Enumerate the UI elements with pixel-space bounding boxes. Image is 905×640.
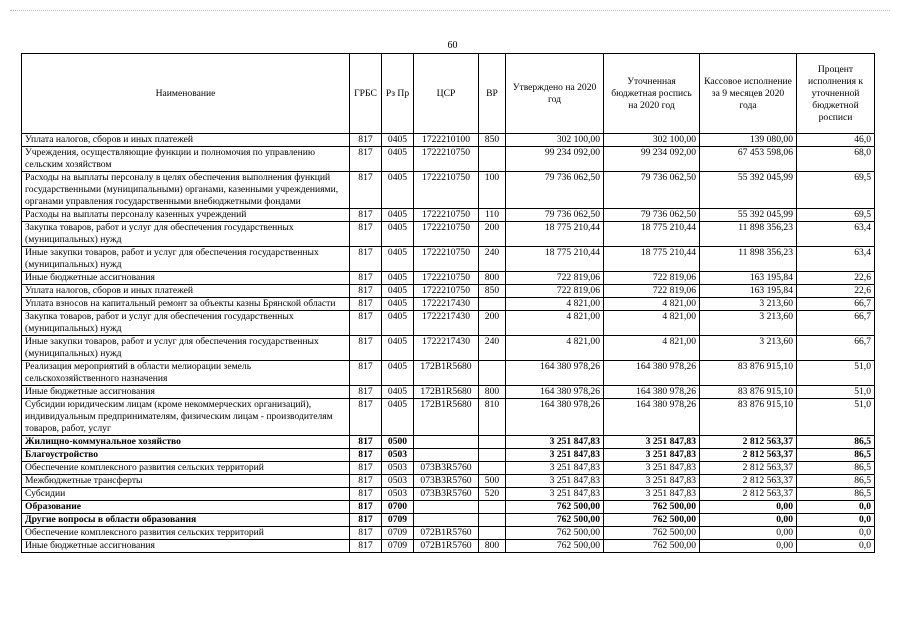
cell-refined: 18 775 210,44 bbox=[604, 222, 700, 247]
cell-refined: 4 821,00 bbox=[604, 298, 700, 311]
cell-grbs: 817 bbox=[350, 475, 382, 488]
cell-rzpr: 0503 bbox=[382, 449, 414, 462]
cell-approved: 762 500,00 bbox=[506, 514, 604, 527]
cell-refined: 79 736 062,50 bbox=[604, 172, 700, 209]
cell-rzpr: 0405 bbox=[382, 247, 414, 272]
table-row bbox=[22, 501, 875, 514]
cell-approved: 3 251 847,83 bbox=[506, 436, 604, 449]
cell-refined: 302 100,00 bbox=[604, 134, 700, 147]
cell-cash: 2 812 563,37 bbox=[700, 475, 797, 488]
cell-vr: 110 bbox=[479, 209, 506, 222]
cell-approved: 99 234 092,00 bbox=[506, 147, 604, 172]
cell-rzpr: 0405 bbox=[382, 336, 414, 361]
cell-csr: 172В1R5680 bbox=[414, 399, 479, 436]
cell-refined: 762 500,00 bbox=[604, 501, 700, 514]
cell-csr: 072В1R5760 bbox=[414, 540, 479, 553]
cell-csr: 172В1R5680 bbox=[414, 361, 479, 386]
cell-vr bbox=[479, 514, 506, 527]
cell-grbs: 817 bbox=[350, 514, 382, 527]
cell-refined: 722 819,06 bbox=[604, 285, 700, 298]
cell-name: Закупка товаров, работ и услуг для обеспечения государственных (муниципальных) нужд bbox=[22, 311, 350, 336]
cell-percent: 86,5 bbox=[797, 462, 875, 475]
cell-refined: 722 819,06 bbox=[604, 272, 700, 285]
cell-grbs: 817 bbox=[350, 172, 382, 209]
cell-approved: 302 100,00 bbox=[506, 134, 604, 147]
cell-cash: 83 876 915,10 bbox=[700, 361, 797, 386]
table-row bbox=[22, 147, 875, 172]
header-approved: Утверждено на 2020 год bbox=[506, 54, 604, 134]
cell-refined: 164 380 978,26 bbox=[604, 361, 700, 386]
page-number: 60 bbox=[447, 40, 458, 51]
table-body bbox=[22, 134, 875, 553]
cell-rzpr: 0405 bbox=[382, 386, 414, 399]
cell-vr: 800 bbox=[479, 272, 506, 285]
table-row bbox=[22, 298, 875, 311]
table-row bbox=[22, 172, 875, 209]
cell-approved: 79 736 062,50 bbox=[506, 209, 604, 222]
cell-vr bbox=[479, 147, 506, 172]
cell-grbs: 817 bbox=[350, 311, 382, 336]
cell-name: Благоустройство bbox=[22, 449, 350, 462]
cell-grbs: 817 bbox=[350, 134, 382, 147]
cell-grbs: 817 bbox=[350, 449, 382, 462]
cell-percent: 86,5 bbox=[797, 488, 875, 501]
cell-refined: 4 821,00 bbox=[604, 311, 700, 336]
header-vr: ВР bbox=[479, 54, 506, 134]
cell-rzpr: 0500 bbox=[382, 436, 414, 449]
cell-percent: 51,0 bbox=[797, 399, 875, 436]
table-row bbox=[22, 272, 875, 285]
cell-grbs: 817 bbox=[350, 386, 382, 399]
table-row bbox=[22, 134, 875, 147]
budget-table bbox=[21, 53, 875, 553]
cell-cash: 3 213,60 bbox=[700, 336, 797, 361]
cell-vr: 800 bbox=[479, 540, 506, 553]
cell-cash: 3 213,60 bbox=[700, 298, 797, 311]
cell-cash: 2 812 563,37 bbox=[700, 488, 797, 501]
cell-refined: 18 775 210,44 bbox=[604, 247, 700, 272]
cell-csr bbox=[414, 514, 479, 527]
cell-csr: 172В1R5680 bbox=[414, 386, 479, 399]
table-row bbox=[22, 285, 875, 298]
cell-csr: 1722210750 bbox=[414, 247, 479, 272]
cell-csr bbox=[414, 501, 479, 514]
cell-percent: 0,0 bbox=[797, 540, 875, 553]
cell-name: Закупка товаров, работ и услуг для обеспечения государственных (муниципальных) нужд bbox=[22, 222, 350, 247]
cell-grbs: 817 bbox=[350, 147, 382, 172]
cell-grbs: 817 bbox=[350, 361, 382, 386]
cell-rzpr: 0709 bbox=[382, 514, 414, 527]
cell-csr: 1722210750 bbox=[414, 272, 479, 285]
table-row bbox=[22, 449, 875, 462]
header-rzpr: Рз Пр bbox=[382, 54, 414, 134]
cell-percent: 66,7 bbox=[797, 298, 875, 311]
cell-grbs: 817 bbox=[350, 399, 382, 436]
table-row bbox=[22, 475, 875, 488]
cell-vr: 850 bbox=[479, 285, 506, 298]
cell-rzpr: 0503 bbox=[382, 475, 414, 488]
cell-percent: 63,4 bbox=[797, 247, 875, 272]
cell-name: Реализация мероприятий в области мелиорации земель сельскохозяйственного назначения bbox=[22, 361, 350, 386]
cell-grbs: 817 bbox=[350, 209, 382, 222]
cell-vr: 500 bbox=[479, 475, 506, 488]
cell-grbs: 817 bbox=[350, 336, 382, 361]
cell-cash: 2 812 563,37 bbox=[700, 462, 797, 475]
cell-grbs: 817 bbox=[350, 436, 382, 449]
table-row bbox=[22, 336, 875, 361]
cell-refined: 762 500,00 bbox=[604, 527, 700, 540]
cell-approved: 4 821,00 bbox=[506, 298, 604, 311]
header-row bbox=[22, 54, 875, 134]
cell-grbs: 817 bbox=[350, 272, 382, 285]
cell-approved: 3 251 847,83 bbox=[506, 449, 604, 462]
cell-vr: 200 bbox=[479, 222, 506, 247]
cell-approved: 722 819,06 bbox=[506, 272, 604, 285]
cell-percent: 46,0 bbox=[797, 134, 875, 147]
cell-cash: 67 453 598,06 bbox=[700, 147, 797, 172]
cell-grbs: 817 bbox=[350, 527, 382, 540]
cell-approved: 164 380 978,26 bbox=[506, 361, 604, 386]
cell-vr bbox=[479, 436, 506, 449]
cell-csr: 073В3R5760 bbox=[414, 462, 479, 475]
table-row bbox=[22, 209, 875, 222]
cell-vr: 520 bbox=[479, 488, 506, 501]
cell-rzpr: 0405 bbox=[382, 361, 414, 386]
cell-refined: 3 251 847,83 bbox=[604, 436, 700, 449]
cell-refined: 164 380 978,26 bbox=[604, 399, 700, 436]
cell-csr: 1722210750 bbox=[414, 222, 479, 247]
cell-name: Субсидии bbox=[22, 488, 350, 501]
cell-name: Образование bbox=[22, 501, 350, 514]
cell-percent: 51,0 bbox=[797, 361, 875, 386]
header-refined: Уточненная бюджетная роспись на 2020 год bbox=[604, 54, 700, 134]
cell-grbs: 817 bbox=[350, 285, 382, 298]
cell-vr: 810 bbox=[479, 399, 506, 436]
cell-approved: 762 500,00 bbox=[506, 527, 604, 540]
cell-percent: 22,6 bbox=[797, 272, 875, 285]
cell-refined: 99 234 092,00 bbox=[604, 147, 700, 172]
table-row bbox=[22, 436, 875, 449]
table-row bbox=[22, 527, 875, 540]
cell-vr bbox=[479, 361, 506, 386]
cell-cash: 0,00 bbox=[700, 501, 797, 514]
cell-csr: 1722210750 bbox=[414, 209, 479, 222]
cell-rzpr: 0405 bbox=[382, 272, 414, 285]
cell-refined: 4 821,00 bbox=[604, 336, 700, 361]
cell-csr: 073В3R5760 bbox=[414, 475, 479, 488]
cell-percent: 0,0 bbox=[797, 514, 875, 527]
cell-vr bbox=[479, 449, 506, 462]
cell-rzpr: 0405 bbox=[382, 311, 414, 336]
cell-rzpr: 0405 bbox=[382, 209, 414, 222]
cell-name: Иные закупки товаров, работ и услуг для обеспечения государственных (муниципальных) нужд bbox=[22, 336, 350, 361]
cell-cash: 2 812 563,37 bbox=[700, 449, 797, 462]
cell-approved: 18 775 210,44 bbox=[506, 247, 604, 272]
cell-refined: 762 500,00 bbox=[604, 514, 700, 527]
cell-refined: 3 251 847,83 bbox=[604, 449, 700, 462]
cell-csr: 1722217430 bbox=[414, 298, 479, 311]
cell-name: Жилищно-коммунальное хозяйство bbox=[22, 436, 350, 449]
cell-name: Обеспечение комплексного развития сельских территорий bbox=[22, 527, 350, 540]
cell-grbs: 817 bbox=[350, 488, 382, 501]
cell-name: Учреждения, осуществляющие функции и полномочия по управлению сельским хозяйством bbox=[22, 147, 350, 172]
table-row bbox=[22, 222, 875, 247]
cell-percent: 69,5 bbox=[797, 209, 875, 222]
cell-rzpr: 0405 bbox=[382, 147, 414, 172]
header-percent: Процент исполнения к уточненной бюджетной росписи bbox=[797, 54, 875, 134]
cell-name: Иные бюджетные ассигнования bbox=[22, 540, 350, 553]
cell-grbs: 817 bbox=[350, 222, 382, 247]
cell-refined: 79 736 062,50 bbox=[604, 209, 700, 222]
cell-rzpr: 0405 bbox=[382, 285, 414, 298]
cell-grbs: 817 bbox=[350, 298, 382, 311]
cell-cash: 0,00 bbox=[700, 540, 797, 553]
table-row bbox=[22, 488, 875, 501]
cell-cash: 11 898 356,23 bbox=[700, 247, 797, 272]
cell-csr: 073В3R5760 bbox=[414, 488, 479, 501]
cell-percent: 63,4 bbox=[797, 222, 875, 247]
cell-percent: 0,0 bbox=[797, 501, 875, 514]
cell-percent: 66,7 bbox=[797, 311, 875, 336]
cell-rzpr: 0503 bbox=[382, 488, 414, 501]
cell-percent: 66,7 bbox=[797, 336, 875, 361]
cell-vr: 850 bbox=[479, 134, 506, 147]
cell-refined: 3 251 847,83 bbox=[604, 488, 700, 501]
cell-name: Иные бюджетные ассигнования bbox=[22, 386, 350, 399]
cell-csr bbox=[414, 449, 479, 462]
cell-approved: 164 380 978,26 bbox=[506, 399, 604, 436]
header-csr: ЦСР bbox=[414, 54, 479, 134]
cell-cash: 163 195,84 bbox=[700, 272, 797, 285]
cell-percent: 51,0 bbox=[797, 386, 875, 399]
cell-rzpr: 0709 bbox=[382, 527, 414, 540]
cell-rzpr: 0405 bbox=[382, 134, 414, 147]
cell-percent: 68,0 bbox=[797, 147, 875, 172]
cell-name: Расходы на выплаты персоналу казенных учреждений bbox=[22, 209, 350, 222]
cell-vr: 240 bbox=[479, 247, 506, 272]
cell-csr: 1722210750 bbox=[414, 147, 479, 172]
cell-rzpr: 0503 bbox=[382, 462, 414, 475]
cell-csr: 072В1R5760 bbox=[414, 527, 479, 540]
cell-percent: 86,5 bbox=[797, 475, 875, 488]
cell-percent: 0,0 bbox=[797, 527, 875, 540]
cell-approved: 164 380 978,26 bbox=[506, 386, 604, 399]
cell-vr bbox=[479, 501, 506, 514]
header-name: Наименование bbox=[22, 54, 350, 134]
cell-percent: 86,5 bbox=[797, 449, 875, 462]
cell-approved: 79 736 062,50 bbox=[506, 172, 604, 209]
cell-vr: 240 bbox=[479, 336, 506, 361]
cell-cash: 3 213,60 bbox=[700, 311, 797, 336]
cell-cash: 0,00 bbox=[700, 527, 797, 540]
cell-cash: 83 876 915,10 bbox=[700, 399, 797, 436]
cell-refined: 762 500,00 bbox=[604, 540, 700, 553]
cell-vr bbox=[479, 527, 506, 540]
cell-grbs: 817 bbox=[350, 540, 382, 553]
cell-refined: 3 251 847,83 bbox=[604, 462, 700, 475]
cell-csr: 1722210750 bbox=[414, 172, 479, 209]
cell-cash: 83 876 915,10 bbox=[700, 386, 797, 399]
cell-name: Уплата налогов, сборов и иных платежей bbox=[22, 134, 350, 147]
cell-vr bbox=[479, 298, 506, 311]
cell-vr bbox=[479, 462, 506, 475]
cell-csr: 1722210100 bbox=[414, 134, 479, 147]
cell-cash: 55 392 045,99 bbox=[700, 209, 797, 222]
cell-refined: 164 380 978,26 bbox=[604, 386, 700, 399]
table-row bbox=[22, 514, 875, 527]
cell-name: Субсидии юридическим лицам (кроме некоммерческих организаций), индивидуальным предпринимателям, физическим лицам - производителям товаров, работ, услуг bbox=[22, 399, 350, 436]
cell-name: Расходы на выплаты персоналу в целях обеспечения выполнения функций государственными (муниципальными) органами, казенными учреждениями, органами управления государственными внебюджетными фондами bbox=[22, 172, 350, 209]
table-row bbox=[22, 386, 875, 399]
table-row bbox=[22, 247, 875, 272]
cell-csr: 1722210750 bbox=[414, 285, 479, 298]
cell-approved: 4 821,00 bbox=[506, 336, 604, 361]
cell-csr bbox=[414, 436, 479, 449]
cell-approved: 3 251 847,83 bbox=[506, 462, 604, 475]
cell-rzpr: 0405 bbox=[382, 298, 414, 311]
header-cash: Кассовое исполнение за 9 месяцев 2020 года bbox=[700, 54, 797, 134]
cell-grbs: 817 bbox=[350, 462, 382, 475]
cell-cash: 2 812 563,37 bbox=[700, 436, 797, 449]
top-border-line bbox=[10, 10, 890, 11]
cell-name: Уплата взносов на капитальный ремонт за объекты казны Брянской области bbox=[22, 298, 350, 311]
cell-cash: 139 080,00 bbox=[700, 134, 797, 147]
cell-approved: 762 500,00 bbox=[506, 501, 604, 514]
cell-percent: 86,5 bbox=[797, 436, 875, 449]
cell-vr: 200 bbox=[479, 311, 506, 336]
cell-grbs: 817 bbox=[350, 247, 382, 272]
cell-name: Обеспечение комплексного развития сельских территорий bbox=[22, 462, 350, 475]
table-row bbox=[22, 311, 875, 336]
cell-cash: 163 195,84 bbox=[700, 285, 797, 298]
cell-rzpr: 0405 bbox=[382, 222, 414, 247]
cell-approved: 18 775 210,44 bbox=[506, 222, 604, 247]
table-row bbox=[22, 361, 875, 386]
cell-approved: 3 251 847,83 bbox=[506, 475, 604, 488]
cell-rzpr: 0405 bbox=[382, 399, 414, 436]
cell-rzpr: 0405 bbox=[382, 172, 414, 209]
cell-name: Другие вопросы в области образования bbox=[22, 514, 350, 527]
cell-refined: 3 251 847,83 bbox=[604, 475, 700, 488]
cell-name: Иные бюджетные ассигнования bbox=[22, 272, 350, 285]
cell-approved: 4 821,00 bbox=[506, 311, 604, 336]
cell-vr: 800 bbox=[479, 386, 506, 399]
table-row bbox=[22, 399, 875, 436]
cell-name: Уплата налогов, сборов и иных платежей bbox=[22, 285, 350, 298]
cell-approved: 3 251 847,83 bbox=[506, 488, 604, 501]
cell-csr: 1722217430 bbox=[414, 336, 479, 361]
cell-grbs: 817 bbox=[350, 501, 382, 514]
table-row bbox=[22, 540, 875, 553]
cell-vr: 100 bbox=[479, 172, 506, 209]
cell-name: Иные закупки товаров, работ и услуг для обеспечения государственных (муниципальных) нужд bbox=[22, 247, 350, 272]
cell-rzpr: 0700 bbox=[382, 501, 414, 514]
cell-cash: 11 898 356,23 bbox=[700, 222, 797, 247]
cell-percent: 69,5 bbox=[797, 172, 875, 209]
cell-cash: 0,00 bbox=[700, 514, 797, 527]
cell-approved: 762 500,00 bbox=[506, 540, 604, 553]
cell-cash: 55 392 045,99 bbox=[700, 172, 797, 209]
cell-name: Межбюджетные трансферты bbox=[22, 475, 350, 488]
cell-csr: 1722217430 bbox=[414, 311, 479, 336]
cell-percent: 22,6 bbox=[797, 285, 875, 298]
table-row bbox=[22, 462, 875, 475]
header-grbs: ГРБС bbox=[350, 54, 382, 134]
cell-rzpr: 0709 bbox=[382, 540, 414, 553]
cell-approved: 722 819,06 bbox=[506, 285, 604, 298]
